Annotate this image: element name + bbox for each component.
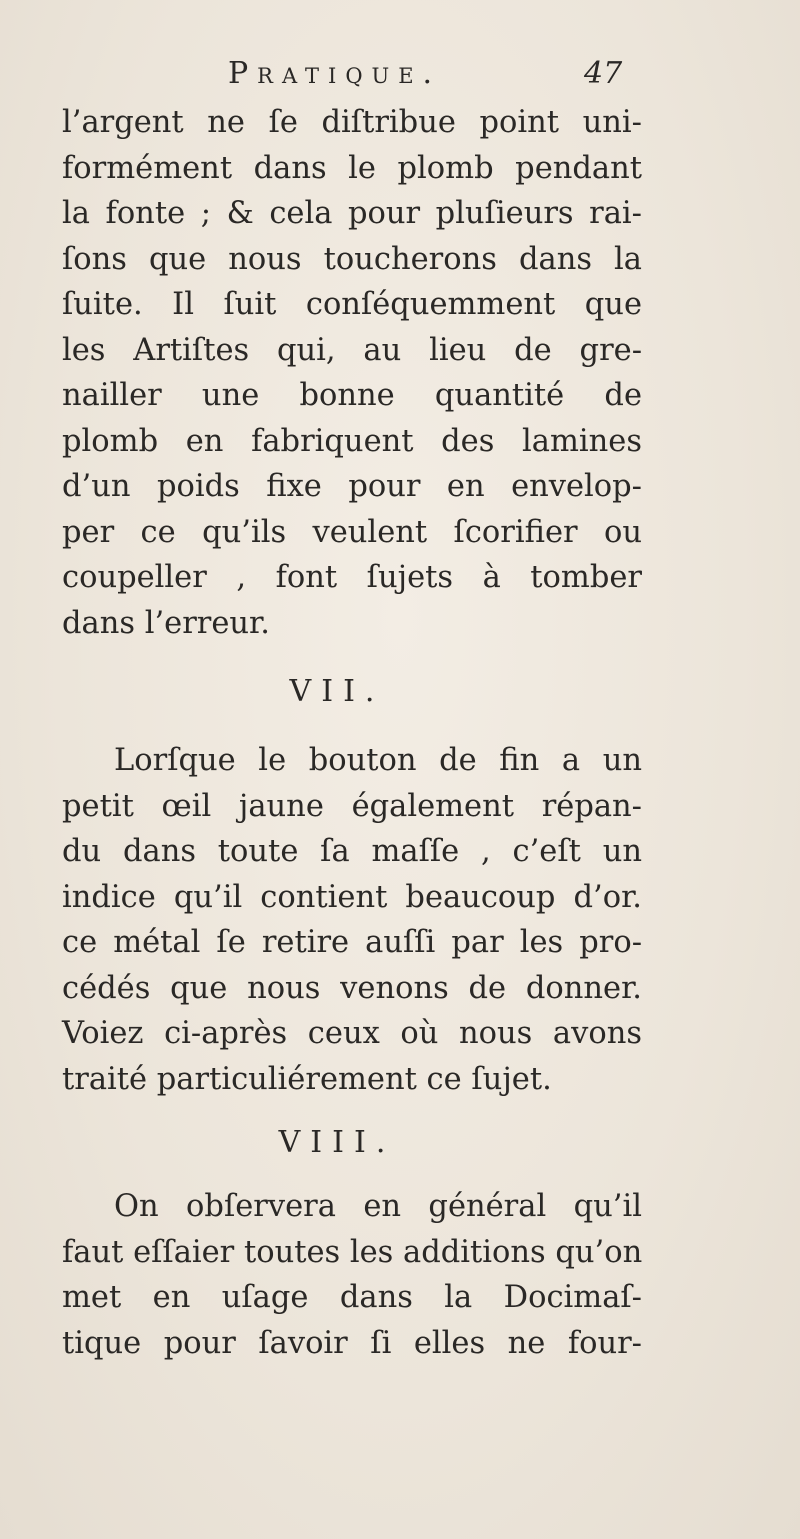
text-line: per ce qu’ils veulent ſcorifier ou (62, 514, 642, 550)
text-line: coupeller , font ſujets à tomber (62, 560, 642, 595)
text-line: plomb en fabriquent des lamines (62, 423, 642, 459)
section-heading-vii: VII. (289, 674, 385, 709)
text-line: d’un poids fixe pour en envelop- (62, 469, 642, 504)
text-line: faut eſſaier toutes les additions qu’on (62, 1234, 643, 1270)
text-line: la fonte ; & cela pour pluſieurs rai- (62, 196, 642, 231)
text-line: ce métal ſe retire auſſi par les pro- (62, 925, 642, 960)
text-line: du dans toute ſa maſſe , c’eſt un (62, 834, 642, 869)
page-header (0, 56, 800, 96)
text-line: nailler une bonne quantité de (62, 378, 642, 413)
text-line: traité particuliérement ce ſujet. (62, 1061, 552, 1097)
text-line: les Artiſtes qui, au lieu de gre- (62, 332, 642, 368)
section-heading-viii: VIII. (278, 1125, 396, 1160)
page-number: 47 (584, 56, 623, 91)
text-line: ſons que nous toucherons dans la (62, 241, 642, 277)
paragraph-continued (62, 100, 642, 646)
paragraph-viii (62, 1184, 642, 1366)
paragraph-vii (62, 738, 642, 1102)
body-text (62, 100, 642, 1366)
text-line: l’argent ne ſe diſtribue point uni- (62, 105, 642, 140)
text-line: On obſervera en général qu’il (114, 1189, 642, 1224)
text-line: Lorſque le bouton de fin a un (114, 743, 642, 778)
text-line: petit œil jaune également répan- (62, 788, 642, 824)
text-line: indice qu’il contient beaucoup d’or. (62, 879, 642, 915)
text-line: tique pour ſavoir ſi elles ne four- (62, 1325, 642, 1361)
text-line: met en uſage dans la Docimaſ- (62, 1280, 642, 1315)
text-line: Voiez ci-après ceux où nous avons (62, 1016, 642, 1051)
text-line: ſuite. Il ſuit conſéquemment que (62, 287, 642, 322)
text-line: dans l’erreur. (62, 605, 270, 641)
running-title: Pratique. (228, 56, 442, 91)
text-line: formément dans le plomb pendant (62, 150, 642, 186)
text-line: cédés que nous venons de donner. (62, 970, 642, 1006)
